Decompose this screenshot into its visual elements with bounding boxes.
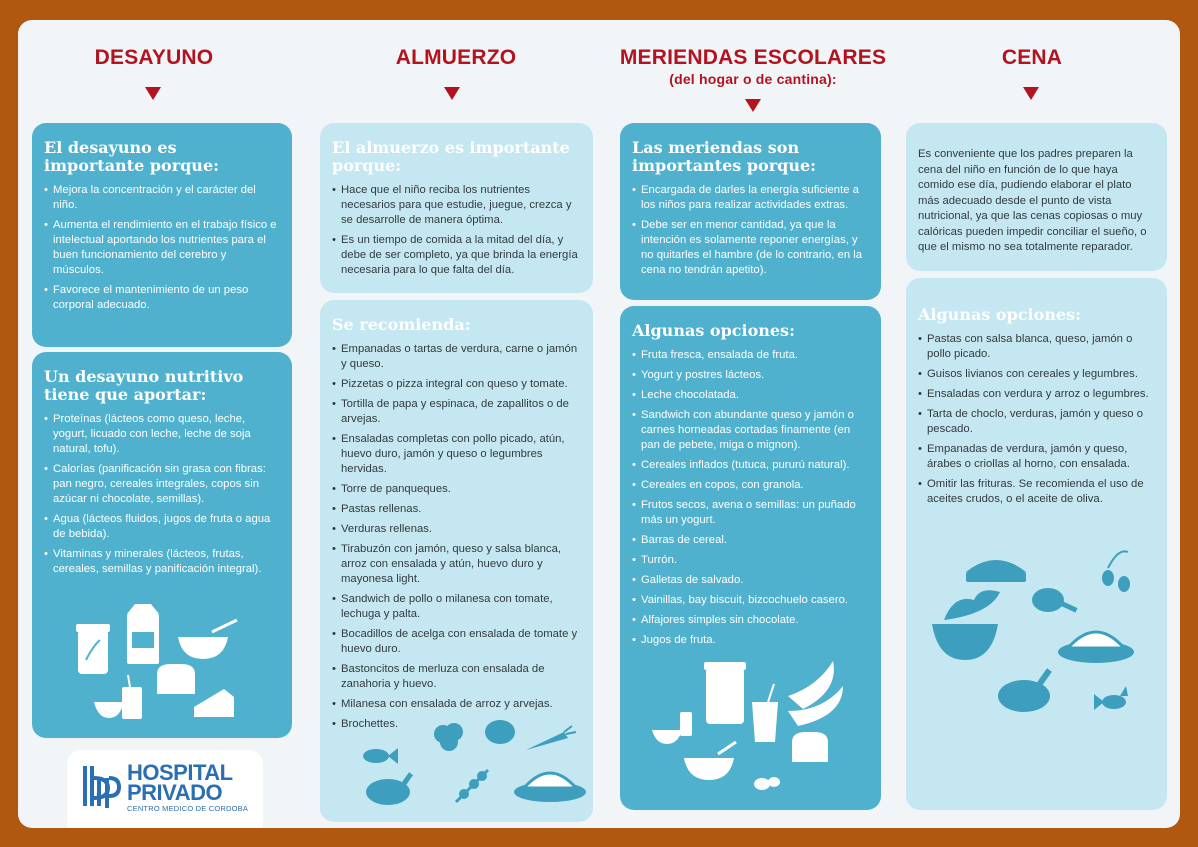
almuerzo-importance-heading: El almuerzo es importante porque:	[332, 138, 570, 175]
list-item: • Cereales en copos, con granola.	[632, 478, 869, 493]
yogurt-cup-icon	[752, 684, 778, 742]
list-item: • Guisos livianos con cereales y legumbres.	[918, 367, 1155, 382]
list-item: • Vainillas, bay biscuit, bizcochuelo casero.	[632, 593, 869, 608]
list-item: • Brochettes.	[332, 717, 581, 732]
list-item: • Sandwich con abundante queso y jamón o carnes horneadas cortadas finamente (en pan de pebete, miga o mignon).	[632, 408, 869, 453]
list-item: • Encargada de darles la energía suficiente a los niños para realizar actividades extras.	[632, 183, 869, 213]
title-meriendas	[612, 46, 894, 87]
jar-icon	[704, 662, 746, 724]
meriendas-options-box	[620, 306, 881, 810]
desayuno-illustration	[72, 602, 252, 727]
title-meriendas-main: MERIENDAS ESCOLARES	[619, 46, 887, 69]
desayuno-nutrients-heading: Un desayuno nutritivo tiene que aportar:	[44, 367, 244, 404]
list-item: • Es un tiempo de comida a la mitad del día, y debe de ser completo, ya que brinda la energía necesaria para lo que falta del día.	[332, 233, 581, 278]
arrow-down-icon	[1023, 87, 1039, 100]
list-item: • Tortilla de papa y espinaca, de zapallitos o de arvejas.	[332, 397, 581, 427]
meriendas-importance-heading: Las meriendas son importantes porque:	[632, 138, 817, 175]
list-item: • Galletas de salvado.	[632, 573, 869, 588]
logo-line-2: PRIVADO	[127, 780, 223, 805]
cauliflower-icon	[434, 723, 463, 751]
cena-options-heading: Algunas opciones:	[918, 305, 1081, 324]
title-meriendas-subtitle: (del hogar o de cantina):	[669, 71, 837, 87]
watermelon-juice-icon	[652, 712, 692, 744]
list-item: • Frutos secos, avena o semillas: un puñado más un yogurt.	[632, 498, 869, 528]
almuerzo-importance-box	[320, 123, 593, 293]
list-item: • Milanesa con ensalada de arroz y arvejas.	[332, 697, 581, 712]
list-item: • Barras de cereal.	[632, 533, 869, 548]
bowl-icon	[178, 620, 237, 659]
title-cena: CENA	[1001, 46, 1063, 69]
title-almuerzo: ALMUERZO	[395, 46, 517, 69]
fish-icon	[363, 748, 398, 764]
desayuno-importance-box	[32, 123, 292, 347]
list-item: • Pizzetas o pizza integral con queso y tomate.	[332, 377, 581, 392]
list-item: • Empanadas o tartas de verdura, carne o jamón y queso.	[332, 342, 581, 372]
bowl-icon	[684, 742, 736, 780]
list-item: • Ensaladas completas con pollo picado, atún, huevo duro, jamón y queso o legumbres hervidas.	[332, 432, 581, 477]
milk-carton-icon	[127, 604, 159, 664]
list-item: • Yogurt y postres lácteos.	[632, 368, 869, 383]
list-item: • Favorece el mantenimiento de un peso corporal adecuado.	[44, 283, 280, 313]
cheese-icon	[194, 689, 234, 717]
hospital-logo-icon	[81, 764, 121, 808]
cena-info-box	[906, 123, 1167, 271]
list-item: • Agua (lácteos fluidos, jugos de fruta o agua de bebida).	[44, 512, 280, 542]
almuerzo-importance-list	[332, 183, 581, 278]
list-item: • Cereales inflados (tutuca, pururú natural).	[632, 458, 869, 473]
list-item: • Pastas rellenas.	[332, 502, 581, 517]
cena-options-box	[906, 278, 1167, 810]
meriendas-importance-box	[620, 123, 881, 300]
list-item: • Ensaladas con verdura y arroz o legumbres.	[918, 387, 1155, 402]
pasta-icon	[514, 773, 586, 802]
list-item: • Alfajores simples sin chocolate.	[632, 613, 869, 628]
list-item: • Empanadas de verdura, jamón y queso, árabes o criollas al horno, con ensalada.	[918, 442, 1155, 472]
meriendas-options-heading: Algunas opciones:	[632, 321, 795, 340]
pie-icon	[966, 560, 1026, 582]
nuts-icon	[754, 777, 780, 790]
fish-icon	[1094, 686, 1128, 710]
banana-icon	[788, 661, 843, 726]
meriendas-importance-list	[632, 183, 869, 278]
meriendas-options-list	[632, 348, 869, 648]
carrot-icon	[526, 726, 576, 750]
cena-options-list	[918, 332, 1155, 507]
list-item: • Bocadillos de acelga con ensalada de tomate y huevo duro.	[332, 627, 581, 657]
bread-icon	[792, 732, 828, 762]
pasta-icon	[1058, 632, 1134, 663]
list-item: • Sandwich de pollo o milanesa con tomate, lechuga y palta.	[332, 592, 581, 622]
arrow-down-icon	[145, 87, 161, 100]
almuerzo-illustration	[358, 720, 588, 810]
olives-icon	[1102, 551, 1130, 592]
cena-illustration	[924, 546, 1154, 726]
chicken-icon	[366, 772, 413, 805]
list-item: • Leche chocolatada.	[632, 388, 869, 403]
list-item: • Mejora la concentración y el carácter del niño.	[44, 183, 280, 213]
arrow-down-icon	[444, 87, 460, 100]
pumpkin-icon	[485, 720, 515, 744]
list-item: • Omitir las frituras. Se recomienda el uso de aceites crudos, o el aceite de oliva.	[918, 477, 1155, 507]
list-item: • Jugos de fruta.	[632, 633, 869, 648]
desayuno-importance-heading: El desayuno es importante porque:	[44, 138, 220, 175]
list-item: • Torre de panqueques.	[332, 482, 581, 497]
brochette-icon	[456, 770, 488, 802]
bread-icon	[157, 664, 195, 694]
ham-icon	[1032, 588, 1078, 613]
hospital-privado-logo	[67, 750, 263, 828]
almuerzo-recommendations-box	[320, 300, 593, 822]
arrow-down-icon	[745, 99, 761, 112]
list-item: • Tirabuzón con jamón, queso y salsa blanca, arroz con ensalada y atún, huevo duro y mayonesa light.	[332, 542, 581, 587]
cena-info-text: Es conveniente que los padres preparen la cena del niño en función de lo que haya comido ese día, pudiendo elaborar el plato más adecuado desde el punto de vista nutricional, ya que las cenas copiosas o muy calóricas pueden impedir conciliar el sueño, o que el mismo no sea totalmente reparador.	[918, 148, 1147, 253]
meriendas-illustration	[648, 646, 858, 796]
list-item: • Turrón.	[632, 553, 869, 568]
list-item: • Aumenta el rendimiento en el trabajo físico e intelectual aportando los nutrientes para el buen funcionamiento del cerebro y músculos.	[44, 218, 280, 278]
list-item: • Vitaminas y minerales (lácteos, frutas, cereales, semillas y panificación integral).	[44, 547, 280, 577]
desayuno-nutrients-box	[32, 352, 292, 738]
list-item: • Debe ser en menor cantidad, ya que la intención es solamente reponer energías, y no quitarles el hambre (de lo contrario, en la cena no tendrán apetito).	[632, 218, 869, 278]
chicken-icon	[998, 668, 1052, 712]
logo-line-3: CENTRO MEDICO DE CORDOBA	[127, 804, 249, 813]
salad-icon	[932, 590, 1000, 660]
list-item: • Tarta de choclo, verduras, jamón y queso o pescado.	[918, 407, 1155, 437]
list-item: • Fruta fresca, ensalada de fruta.	[632, 348, 869, 363]
almuerzo-recommendations-heading: Se recomienda:	[332, 315, 471, 334]
desayuno-importance-list	[44, 183, 280, 313]
title-desayuno: DESAYUNO	[94, 46, 214, 69]
list-item: • Bastoncitos de merluza con ensalada de zanahoria y huevo.	[332, 662, 581, 692]
list-item: • Hace que el niño reciba los nutrientes necesarios para que estudie, juegue, crezca y se desarrolle de manera óptima.	[332, 183, 581, 228]
list-item: • Calorías (panificación sin grasa con fibras: pan negro, cereales integrales, copos sin azúcar ni chocolate, semillas).	[44, 462, 280, 507]
list-item: • Proteínas (lácteos como queso, leche, yogurt, licuado con leche, leche de soja natural, tofu).	[44, 412, 280, 457]
jar-icon	[76, 624, 110, 674]
list-item: • Verduras rellenas.	[332, 522, 581, 537]
juice-icon	[94, 675, 142, 719]
logo-line-1: HOSPITAL	[127, 760, 233, 785]
almuerzo-recommendations-list	[332, 342, 581, 732]
desayuno-nutrients-list	[44, 412, 280, 577]
list-item: • Pastas con salsa blanca, queso, jamón o pollo picado.	[918, 332, 1155, 362]
